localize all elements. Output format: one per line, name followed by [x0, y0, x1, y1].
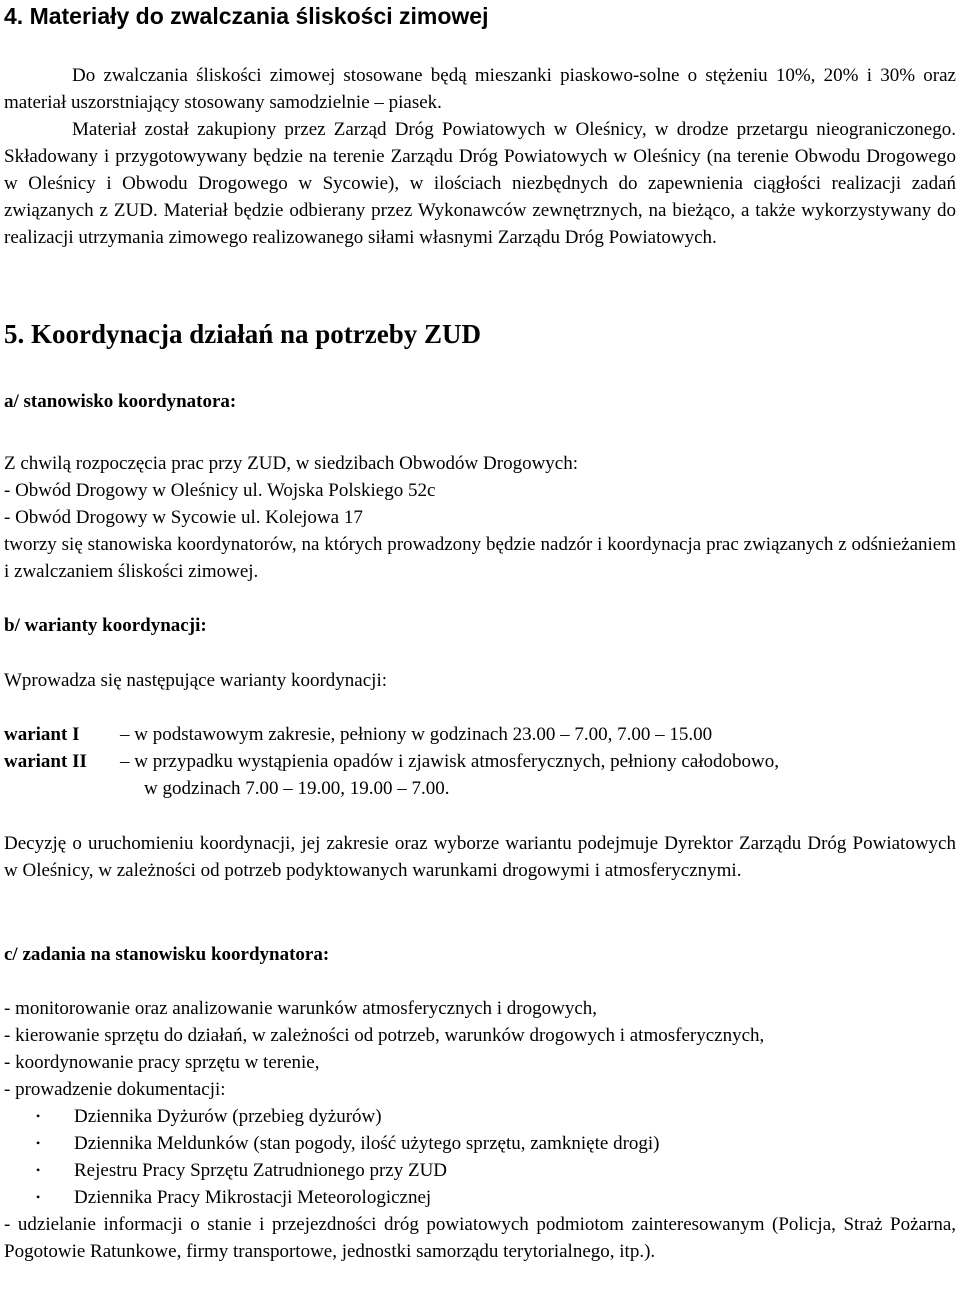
variants-list [4, 721, 956, 802]
subsection-a-heading: a/ stanowisko koordynatora: [4, 391, 237, 412]
subsection-c-body [4, 995, 956, 1265]
variant-2-text-continued: w godzinach 7.00 – 19.00, 19.00 – 7.00. [144, 778, 450, 799]
documentation-bullet: • Rejestru Pracy Sprzętu Zatrudnionego przy ZUD [74, 1157, 956, 1184]
variant-2-row-continued [4, 775, 956, 802]
variant-1-text: – w podstawowym zakresie, pełniony w godzinach 23.00 – 7.00, 7.00 – 15.00 [120, 724, 713, 745]
subsection-b-heading: b/ warianty koordynacji: [4, 615, 207, 636]
subsection-a-body [4, 450, 956, 585]
task-item-4: - prowadzenie dokumentacji: [4, 1079, 226, 1100]
section-4-paragraph-2: Materiał został zakupiony przez Zarząd Dróg Powiatowych w Oleśnicy, w drodze przetargu nieograniczonego. Składowany i przygotowywany będzie na terenie Zarządu Dróg Powiatowych w Oleśnicy (na terenie Obwodu Drogowego w Oleśnicy i Obwodu Drogowego w Sycowie), w ilościach niezbędnych do zapewnienia ciągłości realizacji zadań związanych z ZUD. Materiał będzie odbierany przez Wykonawców zewnętrznych, na bieżąco, a także wykorzystywany do realizacji utrzymania zimowego realizowanego siłami własnymi Zarządu Dróg Powiatowych. [4, 119, 956, 248]
task-item-1: - monitorowanie oraz analizowanie warunków atmosferycznych i drogowych, [4, 998, 598, 1019]
documentation-bullet: • Dziennika Pracy Mikrostacji Meteorologicznej [74, 1184, 956, 1211]
variant-1-name: wariant I [4, 724, 80, 745]
documentation-bullet-list [4, 1103, 956, 1211]
section-4-title: 4. Materiały do zwalczania śliskości zimowej [4, 3, 489, 29]
documentation-bullet: • Dziennika Meldunków (stan pogody, ilość użytego sprzętu, zamknięte drogi) [74, 1130, 956, 1157]
variant-1-row [4, 721, 956, 748]
section-5-title: 5. Koordynacja działań na potrzeby ZUD [4, 319, 482, 349]
subsection-b-intro: Wprowadza się następujące warianty koordynacji: [4, 670, 388, 691]
documentation-bullet: • Dziennika Dyżurów (przebieg dyżurów) [74, 1103, 956, 1130]
task-item-2: - kierowanie sprzętu do działań, w zależności od potrzeb, warunków drogowych i atmosferycznych, [4, 1025, 765, 1046]
subsection-a-line-4: tworzy się stanowiska koordynatorów, na których prowadzony będzie nadzór i koordynacja prac związanych z odśnieżaniem i zwalczaniem śliskości zimowej. [4, 534, 956, 582]
section-4-body [4, 62, 956, 251]
variant-2-text: – w przypadku wystąpienia opadów i zjawisk atmosferycznych, pełniony całodobowo, [120, 751, 780, 772]
section-4-paragraph-1: Do zwalczania śliskości zimowej stosowane będą mieszanki piaskowo-solne o stężeniu 10%, 20% i 30% oraz materiał uszorstniający stosowany samodzielnie – piasek. [4, 65, 956, 113]
task-item-3: - koordynowanie pracy sprzętu w terenie, [4, 1052, 320, 1073]
task-item-5: - udzielanie informacji o stanie i przejezdności dróg powiatowych podmiotom zainteresowanym (Policja, Straż Pożarna, Pogotowie Ratunkowe, firmy transportowe, jednostki samorządu terytorialnego, itp.). [4, 1214, 956, 1262]
subsection-a-line-1: Z chwilą rozpoczęcia prac przy ZUD, w siedzibach Obwodów Drogowych: [4, 453, 579, 474]
subsection-c-heading: c/ zadania na stanowisku koordynatora: [4, 944, 330, 965]
decision-paragraph: Decyzję o uruchomieniu koordynacji, jej zakresie oraz wyborze wariantu podejmuje Dyrektor Zarządu Dróg Powiatowych w Oleśnicy, w zależności od potrzeb podyktowanych warunkami drogowymi i atmosferycznymi. [4, 833, 956, 881]
variant-2-row [4, 748, 956, 775]
variant-2-name: wariant II [4, 751, 87, 772]
subsection-a-line-2: - Obwód Drogowy w Oleśnicy ul. Wojska Polskiego 52c [4, 480, 436, 501]
subsection-a-line-3: - Obwód Drogowy w Sycowie ul. Kolejowa 17 [4, 507, 363, 528]
